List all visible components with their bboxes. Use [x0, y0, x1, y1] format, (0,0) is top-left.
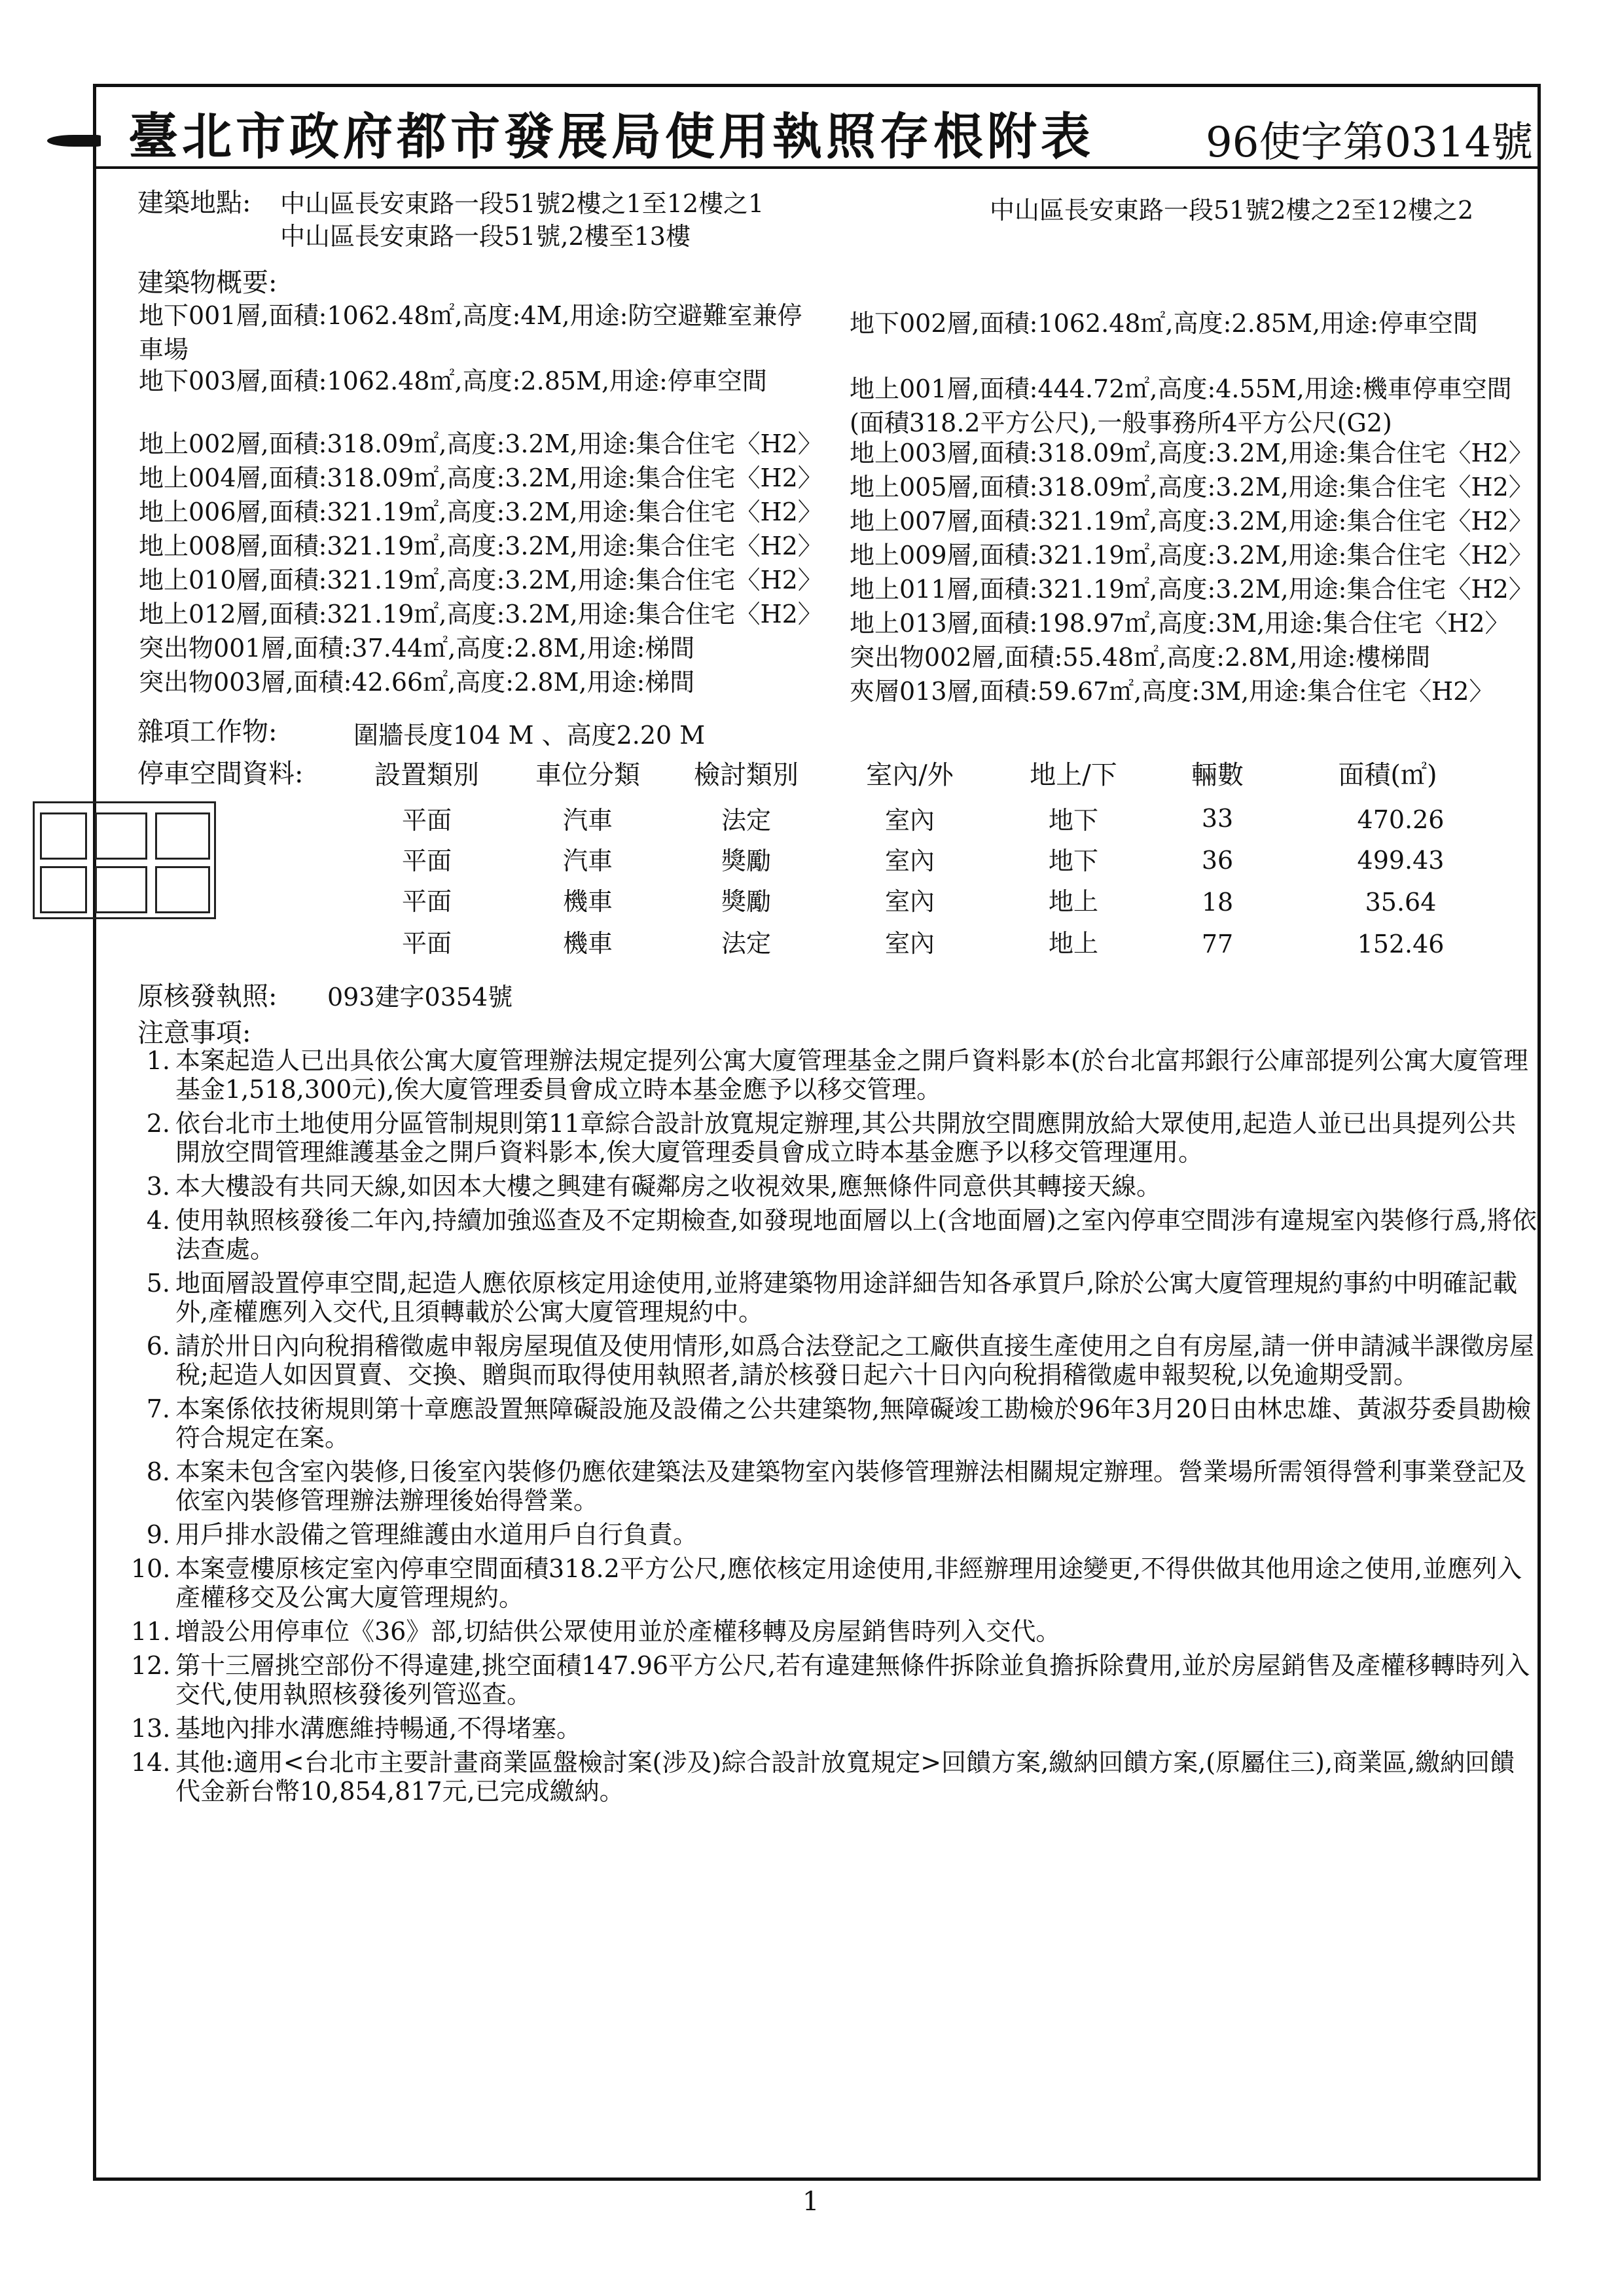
parking-cell: 平面: [401, 929, 452, 958]
note-number: 14.: [131, 1748, 171, 1777]
floor-right-6: 地上011層,面積:321.19㎡,高度:3.2M,用途:集合住宅〈H2〉: [850, 575, 1534, 604]
parking-col-1: 車位分類: [535, 760, 640, 790]
note-number: 8.: [146, 1457, 170, 1486]
note-item: [131, 1554, 1538, 1612]
floor-left-2: 地上002層,面積:318.09㎡,高度:3.2M,用途:集合住宅〈H2〉: [139, 429, 823, 458]
floor-left-5: 地上008層,面積:321.19㎡,高度:3.2M,用途:集合住宅〈H2〉: [139, 532, 823, 560]
parking-cell: 地上: [1048, 887, 1098, 916]
note-text: 本案係依技術規則第十章應設置無障礙設施及設備之公共建築物,無障礙竣工勘檢於96年3月20日由林忠雄、黃淑芬委員勘檢符合規定在案。: [175, 1394, 1531, 1452]
parking-cell: 平面: [401, 847, 452, 875]
parking-cell: 室內: [884, 887, 935, 916]
note-number: 2.: [146, 1109, 170, 1138]
note-text: 地面層設置停車空間,起造人應依原核定用途使用,並將建築物用途詳細告知各承買戶,除於公寓大廈管理規約事約中明確記載外,產權應列入交代,且須轉載於公寓大廈管理規約中。: [175, 1269, 1518, 1326]
page-number: 1: [802, 2187, 819, 2217]
floor-left-9: 突出物003層,面積:42.66㎡,高度:2.8M,用途:梯間: [139, 668, 695, 697]
note-text: 其他:適用<台北市主要計畫商業區盤檢討案(涉及)綜合設計放寬規定>回饋方案,繳納回饋方案,(原屬住三),商業區,繳納回饋代金新台幣10,854,817元,已完成繳納。: [175, 1748, 1515, 1806]
parking-cell: 18: [1201, 888, 1234, 917]
floor-left-3: 地上004層,面積:318.09㎡,高度:3.2M,用途:集合住宅〈H2〉: [139, 464, 823, 492]
overview-label: 建築物概要:: [137, 268, 278, 298]
parking-cell: 法定: [721, 806, 771, 835]
note-item: [131, 1617, 1538, 1646]
note-text: 用戶排水設備之管理維護由水道用戶自行負責。: [175, 1520, 698, 1549]
note-number: 6.: [146, 1332, 170, 1360]
document-title: 臺北市政府都市發展局使用執照存根附表: [128, 107, 1094, 166]
note-number: 12.: [131, 1651, 171, 1680]
note-text: 增設公用停車位《36》部,切結供公眾使用並於產權移轉及房屋銷售時列入交代。: [175, 1617, 1061, 1646]
floor-left-4: 地上006層,面積:321.19㎡,高度:3.2M,用途:集合住宅〈H2〉: [139, 498, 823, 526]
note-item: [131, 1714, 1538, 1743]
permit-number: 96使字第0314號: [1206, 118, 1534, 167]
parking-col-3: 室內/外: [866, 760, 954, 790]
note-text: 本案壹樓原核定室內停車空間面積318.2平方公尺,應依核定用途使用,非經辦理用途變更,不得供做其他用途之使用,並應列入產權移交及公寓大廈管理規約。: [175, 1554, 1522, 1612]
note-text: 本案未包含室內裝修,日後室內裝修仍應依建築法及建築物室內裝修管理辦法相關規定辦理。營業場所需領得營利事業登記及依室內裝修管理辦法辦理後始得營業。: [175, 1457, 1527, 1515]
parking-cell: 470.26: [1357, 805, 1445, 834]
note-number: 10.: [131, 1554, 171, 1583]
parking-cell: 獎勵: [721, 887, 771, 916]
parking-cell: 機車: [562, 887, 613, 916]
official-seal-stamp: [33, 801, 216, 919]
parking-cell: 33: [1201, 804, 1234, 833]
note-text: 依台北市土地使用分區管制規則第11章綜合設計放寬規定辦理,其公共開放空間應開放給大眾使用,起造人並已出具提列公共開放空間管理維護基金之開戶資料影本,俟大廈管理委員會成立時本基金應予以移交管理運用。: [175, 1109, 1517, 1167]
notes-list: [131, 1046, 1538, 1811]
note-number: 5.: [146, 1269, 170, 1298]
misc-label: 雜項工作物:: [137, 717, 278, 747]
address-label: 建築地點:: [137, 188, 251, 218]
floor-right-7: 地上013層,面積:198.97㎡,高度:3M,用途:集合住宅〈H2〉: [850, 609, 1510, 638]
floor-right-9: 夾層013層,面積:59.67㎡,高度:3M,用途:集合住宅〈H2〉: [850, 677, 1494, 706]
seal-glyph-block: [155, 812, 210, 860]
seal-glyph-block: [40, 812, 87, 860]
parking-cell: 地下: [1048, 847, 1098, 875]
floor-left-7: 地上012層,面積:321.19㎡,高度:3.2M,用途:集合住宅〈H2〉: [139, 600, 823, 629]
floor-right-8: 突出物002層,面積:55.48㎡,高度:2.8M,用途:樓梯間: [850, 643, 1431, 672]
seal-glyph-block: [95, 812, 147, 860]
parking-cell: 獎勵: [721, 847, 771, 875]
parking-cell: 36: [1201, 846, 1234, 875]
note-item: [131, 1269, 1538, 1326]
parking-cell: 地上: [1048, 929, 1098, 958]
note-text: 使用執照核發後二年內,持續加強巡查及不定期檢查,如發現地面層以上(含地面層)之室內停車空間涉有違規室內裝修行爲,將依法查處。: [175, 1206, 1537, 1264]
seal-glyph-block: [95, 866, 147, 913]
parking-cell: 平面: [401, 806, 452, 835]
floor-right-3: 地上005層,面積:318.09㎡,高度:3.2M,用途:集合住宅〈H2〉: [850, 473, 1534, 501]
parking-cell: 汽車: [562, 806, 613, 835]
seal-glyph-block: [40, 866, 87, 913]
floor-right-0: 地下002層,面積:1062.48㎡,高度:2.85M,用途:停車空間: [850, 309, 1478, 338]
parking-cell: 35.64: [1365, 888, 1437, 917]
parking-cell: 地下: [1048, 806, 1098, 835]
parking-cell: 平面: [401, 887, 452, 916]
note-text: 請於卅日內向稅捐稽徵處申報房屋現值及使用情形,如爲合法登記之工廠供直接生產使用之自有房屋,請一併申請減半課徵房屋稅;起造人如因買賣、交換、贈與而取得使用執照者,請於核發日起六十日內向稅捐稽徵處申報契稅,以免逾期受罰。: [175, 1332, 1535, 1389]
parking-label: 停車空間資料:: [137, 759, 304, 789]
misc-value: 圍牆長度104 M 、高度2.20 M: [353, 721, 706, 750]
note-item: [131, 1109, 1538, 1167]
note-number: 1.: [146, 1046, 170, 1075]
parking-cell: 機車: [562, 929, 613, 958]
note-item: [131, 1332, 1538, 1389]
parking-cell: 152.46: [1357, 930, 1445, 958]
note-number: 3.: [146, 1172, 170, 1201]
parking-cell: 77: [1201, 930, 1234, 958]
parking-cell: 汽車: [562, 847, 613, 875]
address-line-1: 中山區長安東路一段51號2樓之1至12樓之1: [280, 189, 764, 218]
note-number: 9.: [146, 1520, 170, 1549]
address-line-3: 中山區長安東路一段51號2樓之2至12樓之2: [990, 196, 1474, 225]
original-permit-value: 093建字0354號: [327, 983, 513, 1011]
parking-cell: 499.43: [1357, 846, 1445, 875]
floor-right-2: 地上003層,面積:318.09㎡,高度:3.2M,用途:集合住宅〈H2〉: [850, 439, 1534, 467]
note-item: [131, 1394, 1538, 1452]
note-number: 13.: [131, 1714, 171, 1743]
note-number: 11.: [131, 1617, 171, 1646]
floor-right-4: 地上007層,面積:321.19㎡,高度:3.2M,用途:集合住宅〈H2〉: [850, 507, 1534, 536]
note-text: 基地內排水溝應維持暢通,不得堵塞。: [175, 1714, 582, 1743]
floor-right-5: 地上009層,面積:321.19㎡,高度:3.2M,用途:集合住宅〈H2〉: [850, 541, 1534, 570]
note-text: 本大樓設有共同天線,如因本大樓之興建有礙鄰房之收視效果,應無條件同意供其轉接天線。: [175, 1172, 1162, 1201]
parking-col-4: 地上/下: [1030, 760, 1117, 790]
note-number: 7.: [146, 1394, 170, 1423]
parking-cell: 室內: [884, 847, 935, 875]
parking-col-5: 輛數: [1191, 760, 1244, 790]
note-item: [131, 1651, 1538, 1709]
note-item: [131, 1046, 1538, 1104]
parking-col-2: 檢討類別: [694, 760, 799, 790]
parking-col-0: 設置類別: [374, 760, 479, 790]
note-item: [131, 1457, 1538, 1515]
seal-glyph-block: [155, 866, 210, 913]
parking-col-6: 面積(㎡): [1338, 760, 1437, 790]
original-permit-label: 原核發執照:: [137, 981, 278, 1011]
note-item: [131, 1206, 1538, 1264]
note-text: 第十三層挑空部份不得違建,挑空面積147.96平方公尺,若有違建無條件拆除並負擔拆除費用,並於房屋銷售及產權移轉時列入交代,使用執照核發後列管巡查。: [175, 1651, 1530, 1709]
notes-label: 注意事項:: [137, 1018, 251, 1048]
address-line-2: 中山區長安東路一段51號,2樓至13樓: [280, 222, 691, 251]
note-item: [131, 1748, 1538, 1806]
floor-left-8: 突出物001層,面積:37.44㎡,高度:2.8M,用途:梯間: [139, 634, 695, 663]
floor-right-1: 地上001層,面積:444.72㎡,高度:4.55M,用途:機車停車空間(面積318.2平方公尺),一般事務所4平方公尺(G2): [850, 374, 1512, 437]
floor-left-1: 地下003層,面積:1062.48㎡,高度:2.85M,用途:停車空間: [139, 367, 767, 395]
floor-left-6: 地上010層,面積:321.19㎡,高度:3.2M,用途:集合住宅〈H2〉: [139, 566, 823, 594]
note-item: [131, 1520, 1538, 1549]
note-item: [131, 1172, 1538, 1201]
floor-left-0: 地下001層,面積:1062.48㎡,高度:4M,用途:防空避難室兼停車場: [139, 301, 802, 364]
note-text: 本案起造人已出具依公寓大廈管理辦法規定提列公寓大廈管理基金之開戶資料影本(於台北富邦銀行公庫部提列公寓大廈管理基金1,518,300元),俟大廈管理委員會成立時本基金應予以移交管理。: [175, 1046, 1528, 1104]
note-number: 4.: [146, 1206, 170, 1235]
parking-cell: 法定: [721, 929, 771, 958]
parking-cell: 室內: [884, 929, 935, 958]
parking-cell: 室內: [884, 806, 935, 835]
